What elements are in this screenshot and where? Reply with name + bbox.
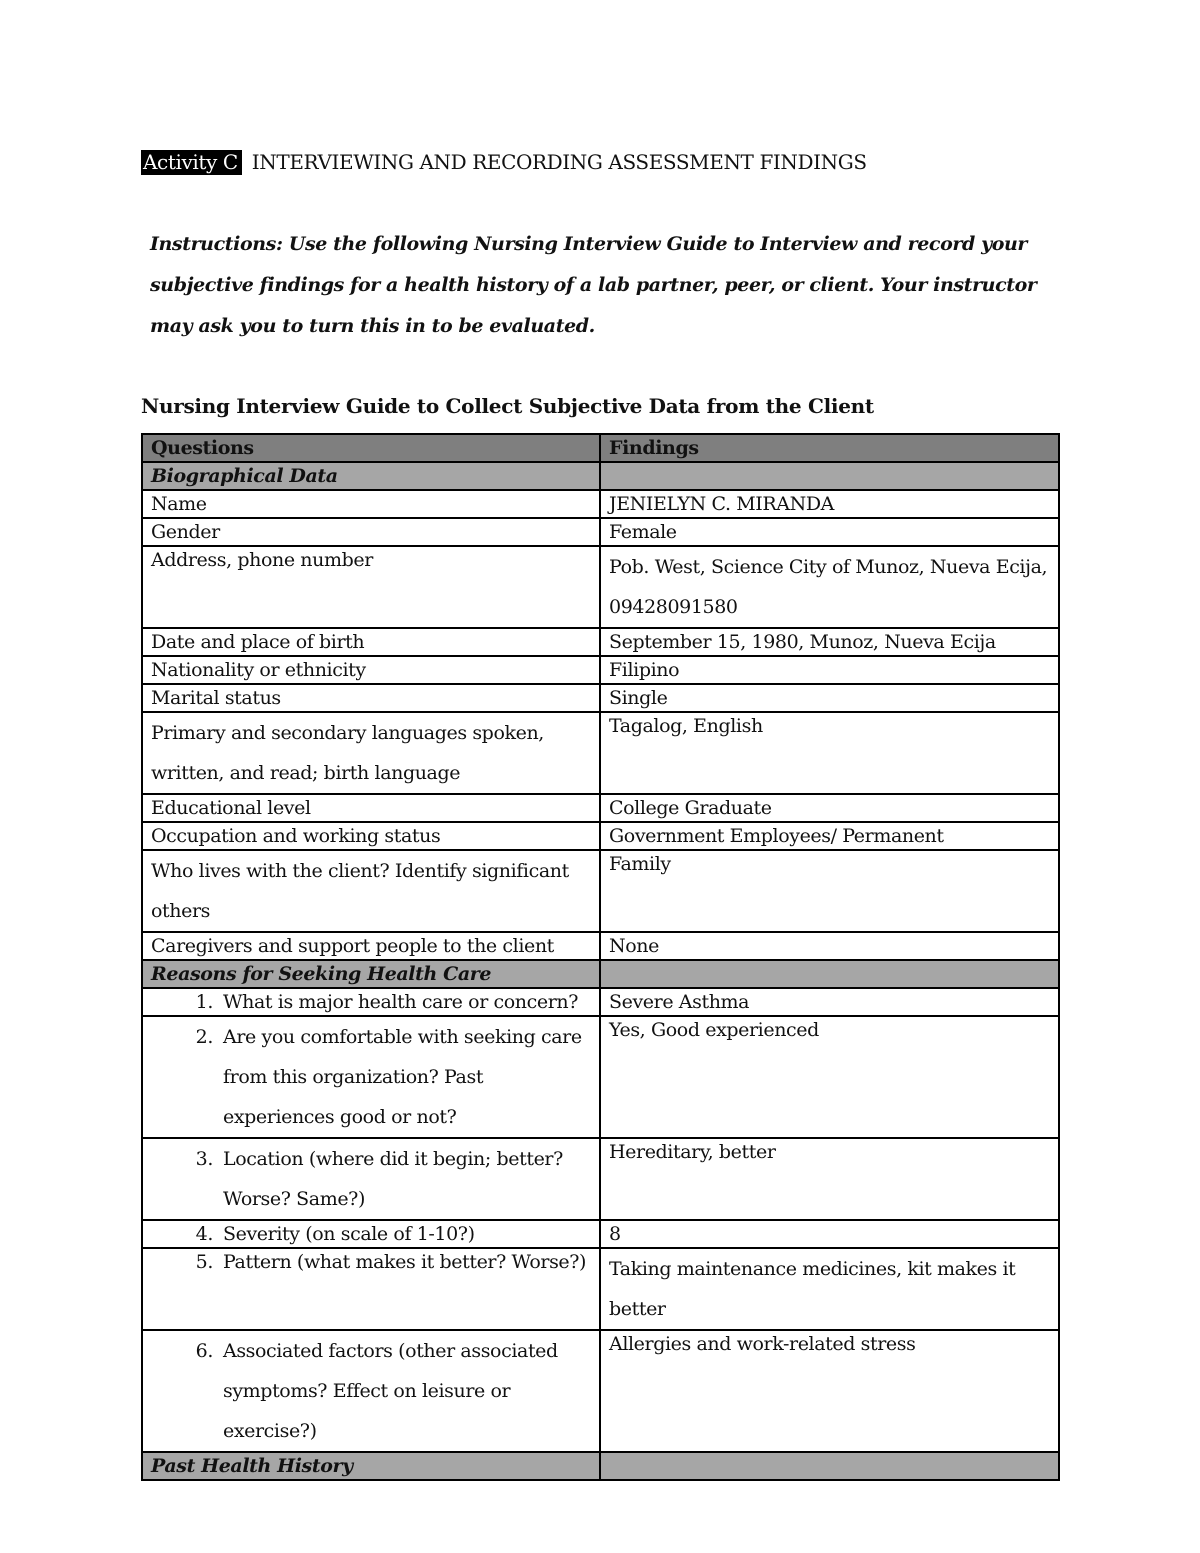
question-cell [142,1138,600,1220]
question-text: Pattern (what makes it better? Worse?) [223,1251,587,1273]
question-cell: Nationality or ethnicity [142,656,600,684]
finding-cell: College Graduate [600,794,1059,822]
header-findings: Findings [600,434,1059,462]
finding-cell: Severe Asthma [600,988,1059,1016]
question-text: Associated factors (other associated symptoms? Effect on leisure or exercise?) [223,1340,558,1442]
finding-cell: Filipino [600,656,1059,684]
table-row [142,546,1059,628]
question-cell [142,1016,600,1138]
table-title: Nursing Interview Guide to Collect Subjective Data from the Client [141,394,874,418]
finding-cell: Hereditary, better [600,1138,1059,1220]
table-row [142,712,1059,794]
table-row [142,988,1059,1016]
question-cell: Occupation and working status [142,822,600,850]
finding-cell: Female [600,518,1059,546]
table-row [142,822,1059,850]
section-row [142,462,1059,490]
table-row [142,518,1059,546]
item-number: 5. [195,1251,213,1273]
finding-cell: Government Employees/ Permanent [600,822,1059,850]
table-row [142,490,1059,518]
table-row [142,628,1059,656]
question-cell: Date and place of birth [142,628,600,656]
table-row [142,850,1059,932]
finding-cell: Pob. West, Science City of Munoz, Nueva Ecija, 09428091580 [600,546,1059,628]
section-title: Biographical Data [142,462,600,490]
finding-cell: None [600,932,1059,960]
finding-cell: Tagalog, English [600,712,1059,794]
table-row [142,1248,1059,1330]
table-row [142,794,1059,822]
table-row [142,1138,1059,1220]
question-text: Are you comfortable with seeking care from this organization? Past experiences good or not? [223,1026,582,1128]
question-cell: Caregivers and support people to the client [142,932,600,960]
finding-cell: Yes, Good experienced [600,1016,1059,1138]
activity-title: INTERVIEWING AND RECORDING ASSESSMENT FINDINGS [251,150,867,174]
finding-cell: 8 [600,1220,1059,1248]
table-row [142,1330,1059,1452]
question-cell [142,1220,600,1248]
item-number: 4. [195,1223,213,1245]
item-number: 1. [195,991,213,1013]
finding-cell: JENIELYN C. MIRANDA [600,490,1059,518]
question-cell: Gender [142,518,600,546]
table-row [142,932,1059,960]
question-cell [142,1248,600,1330]
header-questions: Questions [142,434,600,462]
table-row [142,1016,1059,1138]
section-title: Past Health History [142,1452,600,1480]
section-row [142,1452,1059,1480]
question-cell: Primary and secondary languages spoken, written, and read; birth language [142,712,600,794]
question-cell [142,988,600,1016]
finding-cell: September 15, 1980, Munoz, Nueva Ecija [600,628,1059,656]
question-cell: Marital status [142,684,600,712]
question-cell: Name [142,490,600,518]
question-cell: Who lives with the client? Identify significant others [142,850,600,932]
item-number: 2. [195,1026,213,1048]
question-text: What is major health care or concern? [223,991,579,1013]
question-cell [142,1330,600,1452]
table-header-row [142,434,1059,462]
activity-heading [141,150,867,174]
question-text: Severity (on scale of 1-10?) [223,1223,475,1245]
table-row [142,1220,1059,1248]
table-row [142,684,1059,712]
finding-cell: Taking maintenance medicines, kit makes it better [600,1248,1059,1330]
question-cell: Educational level [142,794,600,822]
item-number: 3. [195,1148,213,1170]
question-cell: Address, phone number [142,546,600,628]
finding-cell: Family [600,850,1059,932]
finding-cell: Allergies and work-related stress [600,1330,1059,1452]
instructions-text: Instructions: Use the following Nursing Interview Guide to Interview and record your subjective findings for a health history of a lab partner, peer, or client. Your instructor may ask you to turn this in to be evaluated. [150,233,1037,337]
section-row [142,960,1059,988]
activity-tag: Activity C [141,150,242,175]
finding-cell: Single [600,684,1059,712]
interview-guide-table [141,433,1060,1481]
section-title: Reasons for Seeking Health Care [142,960,600,988]
table-row [142,656,1059,684]
question-text: Location (where did it begin; better? Worse? Same?) [223,1148,563,1210]
instructions-paragraph [150,224,1050,347]
item-number: 6. [195,1340,213,1362]
